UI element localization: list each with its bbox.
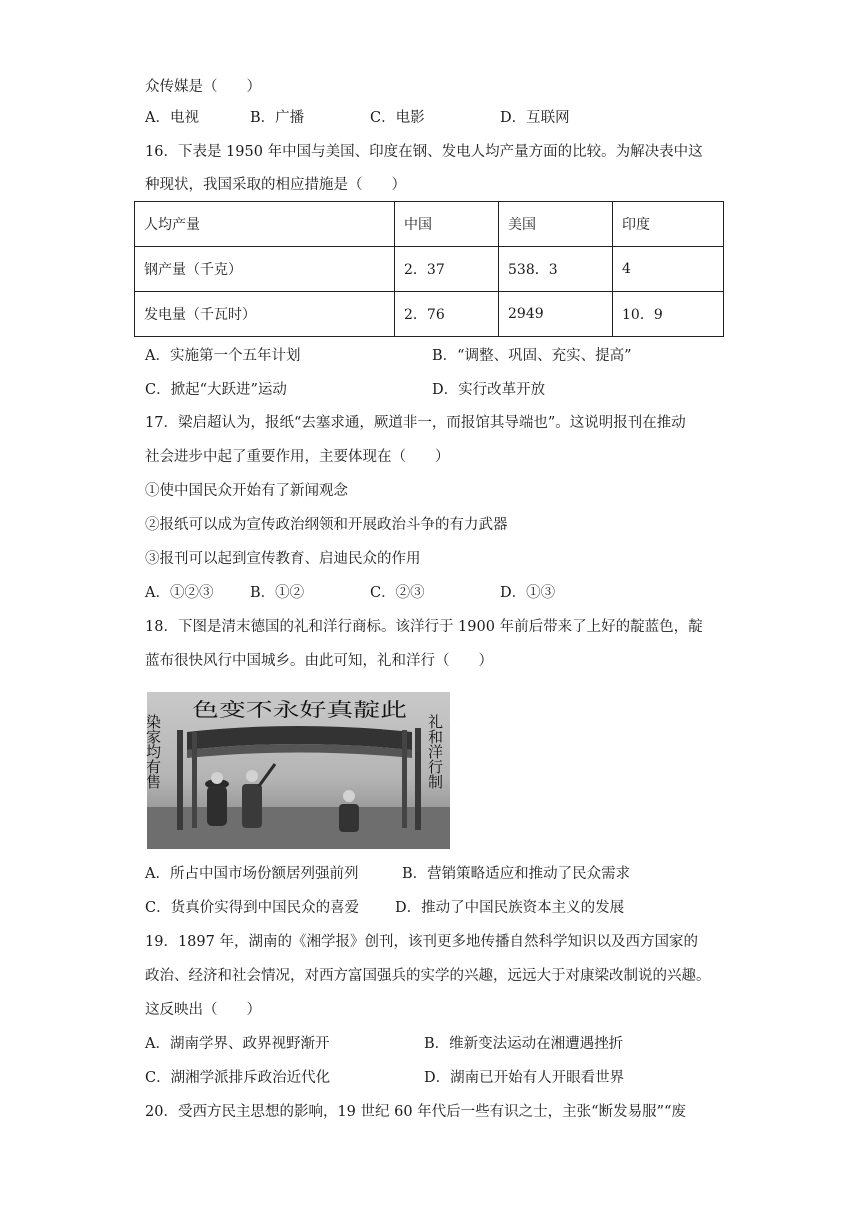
q17-statement-3: ③报刊可以起到宣传教育、启迪民众的作用 bbox=[145, 551, 421, 567]
q17-statement-2: ②报纸可以成为宣传政治纲领和开展政治斗争的有力武器 bbox=[145, 517, 508, 533]
q17-option-b: B．①② bbox=[250, 585, 305, 601]
q17-option-d: D．①③ bbox=[500, 585, 556, 601]
q19-option-a: A．湖南学界、政界视野渐开 bbox=[145, 1036, 330, 1052]
q20-stem-line-1: 20．受西方民主思想的影响，19 世纪 60 年代后一些有识之士，主张“断发易服”“废 bbox=[145, 1104, 686, 1120]
q19-option-c: C．湖湘学派排斥政治近代化 bbox=[145, 1070, 331, 1086]
table-row bbox=[135, 247, 724, 292]
q15-option-a: A．电视 bbox=[145, 110, 199, 126]
table-cell: 2949 bbox=[499, 292, 613, 337]
table-header-cell: 人均产量 bbox=[135, 202, 395, 247]
table-cell: 钢产量（千克） bbox=[135, 247, 395, 292]
q16-option-d: D．实行改革开放 bbox=[432, 382, 546, 398]
table-cell: 发电量（千瓦时） bbox=[135, 292, 395, 337]
q15-stem-tail: 众传媒是（ ） bbox=[145, 79, 261, 95]
q16-stem-line-1: 16．下表是 1950 年中国与美国、印度在钢、发电人均产量方面的比较。为解决表中这 bbox=[145, 144, 703, 160]
table-cell: 10．9 bbox=[613, 292, 724, 337]
trademark-top-text: 色变不永好真靛此 bbox=[192, 699, 407, 721]
trademark-right-text: 礼和洋行制 bbox=[426, 714, 444, 789]
trademark-image bbox=[144, 692, 450, 849]
q18-option-d: D．推动了中国民族资本主义的发展 bbox=[395, 900, 625, 916]
q18-option-c: C．货真价实得到中国民众的喜爱 bbox=[145, 900, 360, 916]
table-cell: 4 bbox=[613, 247, 724, 292]
q18-option-b: B．营销策略适应和推动了民众需求 bbox=[402, 866, 631, 882]
q17-stem-line-2: 社会进步中起了重要作用，主要体现在（ ） bbox=[145, 449, 450, 465]
q15-option-c: C．电影 bbox=[370, 110, 425, 126]
q18-stem-line-2: 蓝布很快风行中国城乡。由此可知，礼和洋行（ ） bbox=[145, 653, 493, 669]
q17-option-c: C．②③ bbox=[370, 585, 425, 601]
table-cell: 538．3 bbox=[499, 247, 613, 292]
q19-option-b: B．维新变法运动在湘遭遇挫折 bbox=[424, 1036, 624, 1052]
q17-option-a: A．①②③ bbox=[145, 585, 214, 601]
q19-stem-line-1: 19．1897 年，湖南的《湘学报》创刊，该刊更多地传播自然科学知识以及西方国家的 bbox=[145, 934, 698, 950]
table-header-cell: 印度 bbox=[613, 202, 724, 247]
table-header-cell: 美国 bbox=[499, 202, 613, 247]
q16-stem-line-2: 种现状，我国采取的相应措施是（ ） bbox=[145, 177, 406, 193]
q19-stem-line-3: 这反映出（ ） bbox=[145, 1002, 261, 1018]
trademark-left-text: 染家均有售 bbox=[144, 714, 162, 789]
q16-option-b: B．“调整、巩固、充实、提高” bbox=[432, 348, 632, 364]
q19-option-d: D．湖南已开始有人开眼看世界 bbox=[424, 1070, 625, 1086]
q17-stem-line-1: 17．梁启超认为，报纸“去塞求通，厥道非一，而报馆其导端也”。这说明报刊在推动 bbox=[145, 415, 686, 431]
q18-stem-line-1: 18．下图是清末德国的礼和洋行商标。该洋行于 1900 年前后带来了上好的靛蓝色，靛 bbox=[145, 619, 703, 635]
q16-option-c: C．掀起“大跃进”运动 bbox=[145, 382, 287, 398]
comparison-table bbox=[134, 201, 724, 337]
q18-option-a: A．所占中国市场份额居列强前列 bbox=[145, 866, 359, 882]
table-cell: 2．76 bbox=[395, 292, 499, 337]
q17-statement-1: ①使中国民众开始有了新闻观念 bbox=[145, 483, 348, 499]
trademark-illustration bbox=[144, 692, 450, 849]
q16-option-a: A．实施第一个五年计划 bbox=[145, 348, 301, 364]
table-header-cell: 中国 bbox=[395, 202, 499, 247]
table-row bbox=[135, 292, 724, 337]
table-header-row bbox=[135, 202, 724, 247]
q15-option-d: D．互联网 bbox=[500, 110, 570, 126]
table-cell: 2．37 bbox=[395, 247, 499, 292]
q15-option-b: B．广播 bbox=[250, 110, 305, 126]
q19-stem-line-2: 政治、经济和社会情况，对西方富国强兵的实学的兴趣，远远大于对康梁改制说的兴趣。 bbox=[145, 968, 711, 984]
